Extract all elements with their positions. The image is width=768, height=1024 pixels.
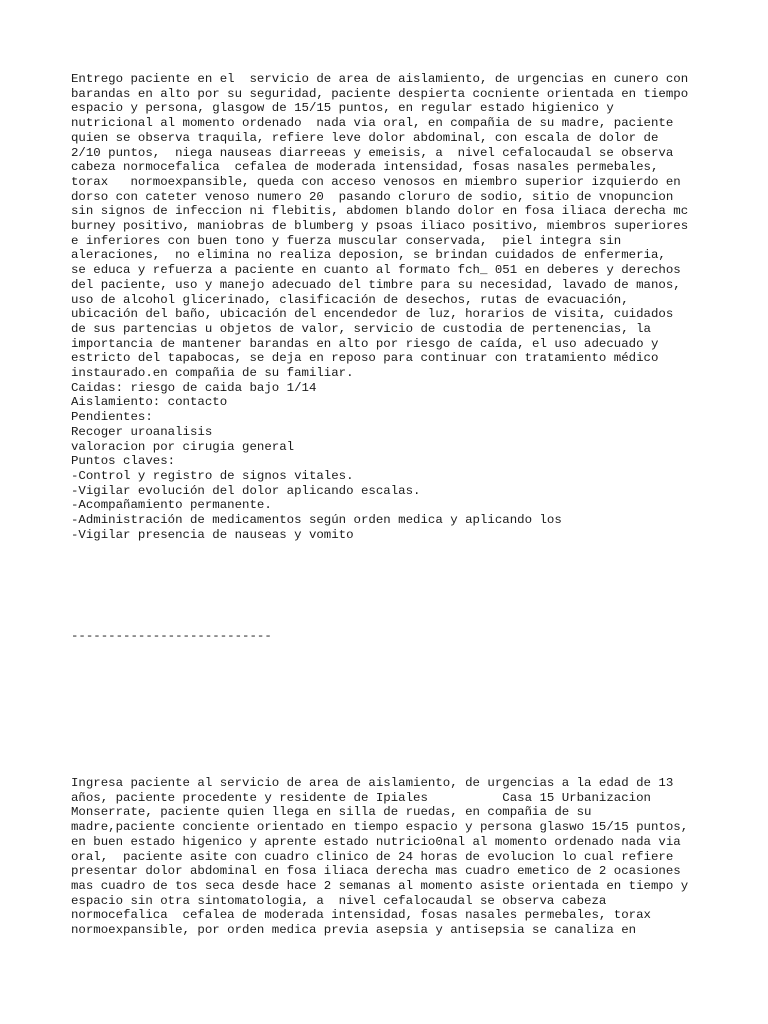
nursing-note-admission: Ingresa paciente al servicio de area de aislamiento, de urgencias a la edad de 13 años, paciente procedente y residente de Ipiales Casa 15 Urbanizacion Monserrate, paciente quien llega en silla de ruedas, en compañia de su madre,paciente conciente orientado en tiempo espacio y persona glaswo 15/15 puntos, en buen estado higenico y aprente estado nutricio0nal al momento ordenado nada via oral, paciente asite con cuadro clinico de 24 horas de evolucion lo cual refiere presentar dolor abdominal en fosa iliaca derecha mas cuadro emetico de 2 ocasiones mas cuadro de tos seca desde hace 2 semanas al momento asiste orientada en tiempo y espacio sin otra sintomatologia, a nivel cefalocaudal se observa cabeza normocefalica cefalea de moderada intensidad, fosas nasales permebales, torax normoexpansible, por orden medica previa asepsia y antisepsia se canaliza en	[71, 776, 689, 938]
section-separator: ---------------------------	[71, 629, 272, 643]
nursing-note-handover: Entrego paciente en el servicio de area de aislamiento, de urgencias en cunero con barandas en alto por su seguridad, paciente despierta cocniente orientada en tiempo espacio y persona, glasgow de 15/15 puntos, en regular estado higienico y nutricional al momento ordenado nada via oral, en compañia de su madre, paciente quien se observa traquila, refiere leve dolor abdominal, con escala de dolor de 2/10 puntos, niega nauseas diarreeas y emeisis, a nivel cefalocaudal se observa cabeza normocefalica cefalea de moderada intensidad, fosas nasales permebales, torax normoexpansible, queda con acceso venosos en miembro superior izquierdo en dorso con cateter venoso numero 20 pasando cloruro de sodio, sitio de vnopuncion sin signos de infeccion ni flebitis, abdomen blando dolor en fosa iliaca derecha mc burney positivo, maniobras de blumberg y psoas iliaco positivo, miembros superiores e inferiores con buen tono y fuerza muscular conservada, piel integra sin aleraciones, no elimina no realiza deposion, se brindan cuidados de enfermeria, se educa y refuerza a paciente en cuanto al formato fch_ 051 en deberes y derechos del paciente, uso y manejo adecuado del timbre para su necesidad, lavado de manos, uso de alcohol glicerinado, clasificación de desechos, rutas de evacuación, ubicación del baño, ubicación del encendedor de luz, horarios de visita, cuidados de sus partencias u objetos de valor, servicio de custodia de pertenencias, la importancia de mantener barandas en alto por riesgo de caída, el uso adecuado y estricto del tapabocas, se deja en reposo para continuar con tratamiento médico instaurado.en compañia de su familiar. Caidas: riesgo de caida bajo 1/14 Aislamiento: contacto Pendientes: Recoger uroanalisis valoracion por cirugia general Puntos claves: -Control y registro de signos vitales. -Vigilar evolución del dolor aplicando escalas. -Acompañamiento permanente. -Administración de medicamentos según orden medica y aplicando los -Vigilar presencia de nauseas y vomito	[71, 72, 689, 542]
